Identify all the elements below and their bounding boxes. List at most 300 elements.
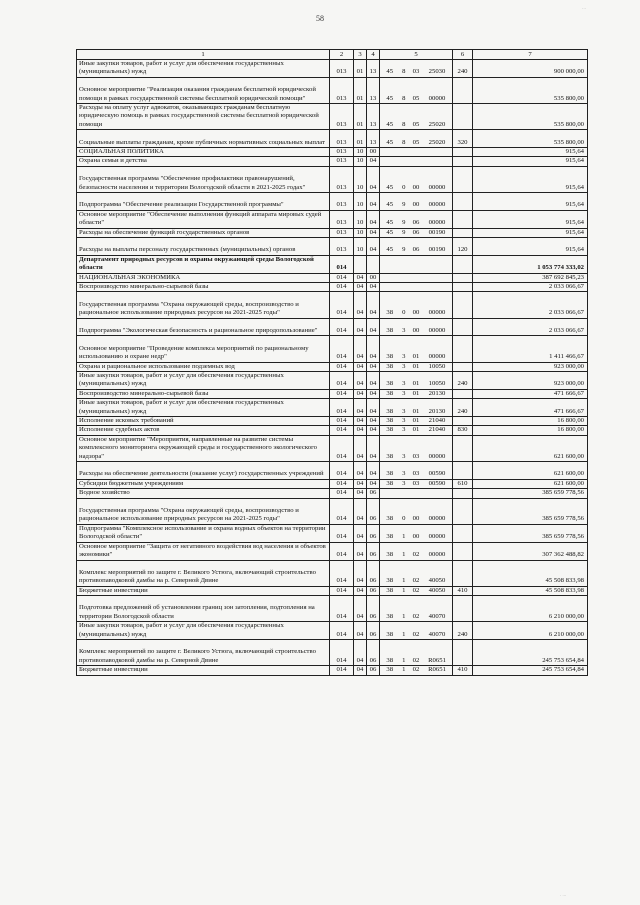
section-code: 04 [354, 586, 367, 595]
target-article-part: 3 [402, 362, 406, 370]
subsection-code: 06 [367, 666, 380, 675]
target-article-part: 40050 [428, 577, 446, 585]
target-article-code [380, 166, 453, 192]
target-article-part: 02 [412, 630, 420, 638]
subsection-code: 00 [367, 273, 380, 282]
target-article-code [380, 273, 453, 282]
target-article-code [380, 210, 453, 228]
table-row [77, 498, 588, 524]
subsection-code [367, 255, 380, 273]
section-code: 04 [354, 435, 367, 461]
target-article-part: 45 [386, 94, 394, 102]
target-article-part: 00000 [428, 353, 446, 361]
row-name: Расходы на обеспечение функций государственных органов [77, 228, 330, 237]
table-row [77, 426, 588, 435]
target-article-part: 00000 [428, 533, 446, 541]
table-row [77, 228, 588, 237]
row-name: Государственная программа "Охрана окружающей среды, воспроизводство и рациональное использование природных ресурсов на 2021-2025 годы" [77, 292, 330, 318]
subsection-code: 04 [367, 292, 380, 318]
expense-type-code [453, 362, 473, 371]
section-code: 04 [354, 542, 367, 560]
target-article-code [380, 362, 453, 371]
target-article-part: 3 [402, 407, 406, 415]
target-article-part: 20130 [428, 407, 446, 415]
target-article-part: 38 [386, 380, 394, 388]
row-amount: 621 600,00 [473, 462, 588, 480]
target-article-code [380, 479, 453, 488]
target-article-part: 01 [412, 426, 420, 434]
row-amount: 535 800,00 [473, 77, 588, 103]
target-article-code [380, 560, 453, 586]
row-amount: 6 210 000,00 [473, 622, 588, 640]
target-article-part: 25020 [428, 120, 446, 128]
subsection-code: 04 [367, 228, 380, 237]
section-code: 04 [354, 389, 367, 398]
target-article-part: 3 [402, 452, 406, 460]
target-article-part: 38 [386, 362, 394, 370]
row-name: Основное мероприятие "Реализация оказания гражданам бесплатной юридической помощи в рамках государственной системы бесплатной юридической помощи" [77, 77, 330, 103]
target-article-part: 1 [402, 551, 406, 559]
column-header: 2 [330, 50, 354, 60]
column-header-row [77, 50, 588, 60]
target-article-part: 9 [402, 201, 406, 209]
column-header: 7 [473, 50, 588, 60]
target-article-part: 38 [386, 666, 394, 674]
row-amount: 915,64 [473, 157, 588, 166]
target-article-part: 38 [386, 630, 394, 638]
column-header: 6 [453, 50, 473, 60]
target-article-part: 3 [402, 380, 406, 388]
table-row [77, 524, 588, 542]
row-amount: 385 659 778,56 [473, 524, 588, 542]
target-article-part: 3 [402, 353, 406, 361]
row-name: Расходы на обеспечение деятельности (оказание услуг) государственных учреждений [77, 462, 330, 480]
target-article-code [380, 104, 453, 130]
target-article-part: 05 [412, 138, 420, 146]
row-amount: 915,64 [473, 210, 588, 228]
row-name: Департамент природных ресурсов и охраны окружающей среды Вологодской области [77, 255, 330, 273]
section-code: 04 [354, 362, 367, 371]
admin-code: 014 [330, 498, 354, 524]
expense-type-code [453, 318, 473, 336]
row-name: Основное мероприятие "Мероприятия, направленные на развитие системы комплексного мониторинга окружающей среды и государственного экологического надзора" [77, 435, 330, 461]
target-article-part: 40050 [428, 586, 446, 594]
expense-type-code [453, 417, 473, 426]
scan-mark: · ··· [560, 893, 567, 898]
section-code: 04 [354, 426, 367, 435]
subsection-code: 06 [367, 489, 380, 498]
target-article-part: 01 [412, 380, 420, 388]
subsection-code: 04 [367, 389, 380, 398]
target-article-part: 3 [402, 479, 406, 487]
target-article-part: 02 [412, 586, 420, 594]
target-article-code [380, 238, 453, 256]
target-article-part: 03 [412, 470, 420, 478]
expense-type-code [453, 77, 473, 103]
admin-code: 013 [330, 228, 354, 237]
target-article-part: 05 [412, 94, 420, 102]
admin-code: 014 [330, 479, 354, 488]
row-amount: 2 033 066,67 [473, 292, 588, 318]
section-code: 04 [354, 372, 367, 390]
expense-type-code: 830 [453, 426, 473, 435]
admin-code: 014 [330, 622, 354, 640]
section-code: 04 [354, 292, 367, 318]
row-amount: 385 659 778,56 [473, 489, 588, 498]
target-article-part: 01 [412, 407, 420, 415]
subsection-code: 04 [367, 210, 380, 228]
target-article-part: 00000 [428, 551, 446, 559]
target-article-code [380, 193, 453, 211]
section-code: 04 [354, 596, 367, 622]
admin-code: 014 [330, 560, 354, 586]
section-code: 04 [354, 273, 367, 282]
target-article-part: 1 [402, 656, 406, 664]
expense-type-code: 410 [453, 586, 473, 595]
admin-code: 014 [330, 462, 354, 480]
target-article-part: 00190 [428, 246, 446, 254]
table-row [77, 273, 588, 282]
admin-code: 014 [330, 292, 354, 318]
row-amount: 915,64 [473, 166, 588, 192]
target-article-part: 00000 [428, 309, 446, 317]
subsection-code: 06 [367, 542, 380, 560]
target-article-part: 0 [402, 183, 406, 191]
row-amount: 915,64 [473, 193, 588, 211]
section-code: 04 [354, 417, 367, 426]
expense-type-code [453, 193, 473, 211]
target-article-part: 10050 [428, 362, 446, 370]
admin-code: 014 [330, 640, 354, 666]
target-article-part: 40070 [428, 630, 446, 638]
table-row [77, 193, 588, 211]
target-article-part: 02 [412, 612, 420, 620]
row-amount: 535 800,00 [473, 104, 588, 130]
target-article-part: 00000 [428, 515, 446, 523]
row-amount: 621 600,00 [473, 435, 588, 461]
target-article-part: 3 [402, 389, 406, 397]
row-name: Основное мероприятие "Проведение комплекса мероприятий по рациональному использованию и охране недр" [77, 336, 330, 362]
section-code: 04 [354, 622, 367, 640]
row-amount: 915,64 [473, 228, 588, 237]
admin-code: 013 [330, 104, 354, 130]
row-name: Субсидии бюджетным учреждениям [77, 479, 330, 488]
row-name: НАЦИОНАЛЬНАЯ ЭКОНОМИКА [77, 273, 330, 282]
section-code: 04 [354, 336, 367, 362]
table-row [77, 104, 588, 130]
table-body [77, 60, 588, 676]
subsection-code: 06 [367, 596, 380, 622]
target-article-part: 45 [386, 201, 394, 209]
target-article-part: 06 [412, 228, 420, 236]
target-article-part: 00590 [428, 470, 446, 478]
expense-type-code [453, 498, 473, 524]
target-article-part: 06 [412, 246, 420, 254]
target-article-part: 01 [412, 362, 420, 370]
target-article-part: 38 [386, 515, 394, 523]
table-row [77, 462, 588, 480]
target-article-part: 45 [386, 183, 394, 191]
subsection-code: 06 [367, 524, 380, 542]
row-amount: 385 659 778,56 [473, 498, 588, 524]
section-code: 01 [354, 77, 367, 103]
section-code [354, 255, 367, 273]
row-name: Исполнение исковых требований [77, 417, 330, 426]
table-row [77, 435, 588, 461]
row-name: Воспроизводство минерально-сырьевой базы [77, 389, 330, 398]
subsection-code: 04 [367, 238, 380, 256]
target-article-part: 38 [386, 551, 394, 559]
target-article-code [380, 228, 453, 237]
expense-type-code: 120 [453, 238, 473, 256]
target-article-code [380, 498, 453, 524]
target-article-code [380, 336, 453, 362]
target-article-part: 1 [402, 630, 406, 638]
target-article-part: 00 [412, 201, 420, 209]
subsection-code: 06 [367, 586, 380, 595]
target-article-code [380, 283, 453, 292]
section-code: 10 [354, 238, 367, 256]
target-article-part: 38 [386, 327, 394, 335]
target-article-part: 9 [402, 228, 406, 236]
target-article-part: 38 [386, 353, 394, 361]
subsection-code: 04 [367, 399, 380, 417]
admin-code: 013 [330, 238, 354, 256]
section-code: 04 [354, 283, 367, 292]
target-article-code [380, 148, 453, 157]
subsection-code: 04 [367, 166, 380, 192]
admin-code: 014 [330, 596, 354, 622]
admin-code: 014 [330, 283, 354, 292]
row-amount: 900 000,00 [473, 60, 588, 78]
row-amount: 387 692 845,23 [473, 273, 588, 282]
target-article-part: 05 [412, 120, 420, 128]
target-article-part: 02 [412, 656, 420, 664]
row-amount: 6 210 000,00 [473, 596, 588, 622]
table-row [77, 560, 588, 586]
section-code: 04 [354, 524, 367, 542]
row-name: Бюджетные инвестиции [77, 666, 330, 675]
admin-code: 014 [330, 399, 354, 417]
section-code: 10 [354, 210, 367, 228]
table-row [77, 210, 588, 228]
section-code: 04 [354, 462, 367, 480]
table-row [77, 399, 588, 417]
target-article-code [380, 596, 453, 622]
admin-code: 013 [330, 60, 354, 78]
target-article-part: 25020 [428, 138, 446, 146]
target-article-part: 0 [402, 515, 406, 523]
target-article-code [380, 399, 453, 417]
target-article-part: 38 [386, 417, 394, 425]
row-name: Исполнение судебных актов [77, 426, 330, 435]
target-article-code [380, 318, 453, 336]
target-article-code [380, 426, 453, 435]
table-row [77, 77, 588, 103]
expense-type-code [453, 560, 473, 586]
row-amount: 915,64 [473, 148, 588, 157]
target-article-part: 00 [412, 309, 420, 317]
row-name: Воспроизводство минерально-сырьевой базы [77, 283, 330, 292]
subsection-code: 04 [367, 462, 380, 480]
row-name: Государственная программа "Обеспечение профилактики правонарушений, безопасности населения и территории Вологодской области в 2021-2025 годах" [77, 166, 330, 192]
target-article-part: 38 [386, 612, 394, 620]
expense-type-code [453, 292, 473, 318]
admin-code: 013 [330, 148, 354, 157]
admin-code: 014 [330, 336, 354, 362]
target-article-code [380, 60, 453, 78]
table-row [77, 542, 588, 560]
target-article-part: 40070 [428, 612, 446, 620]
admin-code: 013 [330, 193, 354, 211]
subsection-code: 04 [367, 283, 380, 292]
target-article-part: 45 [386, 138, 394, 146]
row-name: Комплекс мероприятий по защите г. Великого Устюга, включающий строительство противопаводковой дамбы на р. Северной Двине [77, 560, 330, 586]
target-article-code [380, 489, 453, 498]
target-article-code [380, 586, 453, 595]
subsection-code: 04 [367, 193, 380, 211]
table-row [77, 489, 588, 498]
expense-type-code [453, 228, 473, 237]
target-article-code [380, 417, 453, 426]
section-code: 01 [354, 60, 367, 78]
section-code: 10 [354, 228, 367, 237]
table-row [77, 586, 588, 595]
row-amount: 535 800,00 [473, 130, 588, 148]
admin-code: 014 [330, 318, 354, 336]
expense-type-code: 320 [453, 130, 473, 148]
section-code: 10 [354, 193, 367, 211]
row-amount: 1 053 774 333,02 [473, 255, 588, 273]
target-article-part: 8 [402, 68, 406, 76]
table-row [77, 336, 588, 362]
row-amount: 621 600,00 [473, 479, 588, 488]
row-amount: 245 753 654,84 [473, 666, 588, 675]
row-name: Расходы на оплату услуг адвокатов, оказывающих гражданам бесплатную юридическую помощь в рамках государственной системы бесплатной юридической помощи [77, 104, 330, 130]
row-amount: 915,64 [473, 238, 588, 256]
row-amount: 2 033 066,67 [473, 318, 588, 336]
target-article-part: 00 [412, 327, 420, 335]
expense-type-code: 240 [453, 399, 473, 417]
target-article-part: 00590 [428, 479, 446, 487]
target-article-part: 45 [386, 68, 394, 76]
row-amount: 45 508 833,98 [473, 586, 588, 595]
target-article-part: 38 [386, 452, 394, 460]
row-amount: 1 411 466,67 [473, 336, 588, 362]
row-amount: 16 800,00 [473, 426, 588, 435]
target-article-part: 38 [386, 389, 394, 397]
target-article-code [380, 130, 453, 148]
row-name: Охрана и рациональное использование подземных вод [77, 362, 330, 371]
row-name: Социальные выплаты гражданам, кроме публичных нормативных социальных выплат [77, 130, 330, 148]
target-article-part: 45 [386, 228, 394, 236]
admin-code: 014 [330, 489, 354, 498]
row-name: Подпрограмма "Обеспечение реализации Государственной программы" [77, 193, 330, 211]
row-name: Иные закупки товаров, работ и услуг для обеспечения государственных (муниципальных) нужд [77, 372, 330, 390]
target-article-code [380, 542, 453, 560]
admin-code: 014 [330, 389, 354, 398]
target-article-part: 38 [386, 656, 394, 664]
expense-type-code [453, 524, 473, 542]
row-name: Подготовка предложений об установлении границ зон затопления, подтопления на территории Вологодской области [77, 596, 330, 622]
expense-type-code [453, 166, 473, 192]
target-article-part: 38 [386, 407, 394, 415]
page-number: 58 [316, 14, 324, 23]
section-code: 04 [354, 479, 367, 488]
expense-type-code [453, 462, 473, 480]
target-article-part: 38 [386, 577, 394, 585]
target-article-part: 38 [386, 470, 394, 478]
admin-code: 014 [330, 426, 354, 435]
budget-table [76, 49, 588, 676]
subsection-code: 04 [367, 157, 380, 166]
admin-code: 014 [330, 524, 354, 542]
target-article-part: 38 [386, 426, 394, 434]
target-article-part: 9 [402, 246, 406, 254]
expense-type-code [453, 104, 473, 130]
subsection-code: 04 [367, 479, 380, 488]
table-row [77, 417, 588, 426]
column-header: 5 [380, 50, 453, 60]
admin-code: 014 [330, 417, 354, 426]
target-article-part: 8 [402, 120, 406, 128]
table-row [77, 148, 588, 157]
expense-type-code [453, 157, 473, 166]
target-article-part: 38 [386, 586, 394, 594]
admin-code: 014 [330, 666, 354, 675]
row-name: Основное мероприятие "Защита от негативного воздействия вод населения и объектов экономики" [77, 542, 330, 560]
target-article-part: 00000 [428, 94, 446, 102]
subsection-code: 04 [367, 318, 380, 336]
expense-type-code [453, 489, 473, 498]
subsection-code: 13 [367, 77, 380, 103]
expense-type-code: 610 [453, 479, 473, 488]
expense-type-code: 240 [453, 622, 473, 640]
target-article-part: 00000 [428, 201, 446, 209]
table-row [77, 640, 588, 666]
table-row [77, 292, 588, 318]
subsection-code: 04 [367, 417, 380, 426]
subsection-code: 13 [367, 130, 380, 148]
target-article-part: 38 [386, 479, 394, 487]
row-name: Иные закупки товаров, работ и услуг для обеспечения государственных (муниципальных) нужд [77, 60, 330, 78]
expense-type-code [453, 273, 473, 282]
target-article-code [380, 435, 453, 461]
target-article-part: 45 [386, 219, 394, 227]
expense-type-code [453, 148, 473, 157]
subsection-code: 06 [367, 640, 380, 666]
target-article-part: 03 [412, 452, 420, 460]
target-article-part: 45 [386, 246, 394, 254]
table-row [77, 60, 588, 78]
target-article-part: 02 [412, 551, 420, 559]
table-row [77, 157, 588, 166]
section-code: 10 [354, 166, 367, 192]
admin-code: 013 [330, 77, 354, 103]
target-article-part: 06 [412, 219, 420, 227]
admin-code: 013 [330, 157, 354, 166]
section-code: 10 [354, 148, 367, 157]
section-code: 04 [354, 640, 367, 666]
subsection-code: 13 [367, 60, 380, 78]
table-row [77, 389, 588, 398]
admin-code: 013 [330, 130, 354, 148]
expense-type-code: 240 [453, 60, 473, 78]
row-amount: 923 000,00 [473, 372, 588, 390]
section-code: 04 [354, 318, 367, 336]
row-name: Комплекс мероприятий по защите г. Великого Устюга, включающий строительство противопаводковой дамбы на р. Северной Двине [77, 640, 330, 666]
target-article-part: 21040 [428, 426, 446, 434]
